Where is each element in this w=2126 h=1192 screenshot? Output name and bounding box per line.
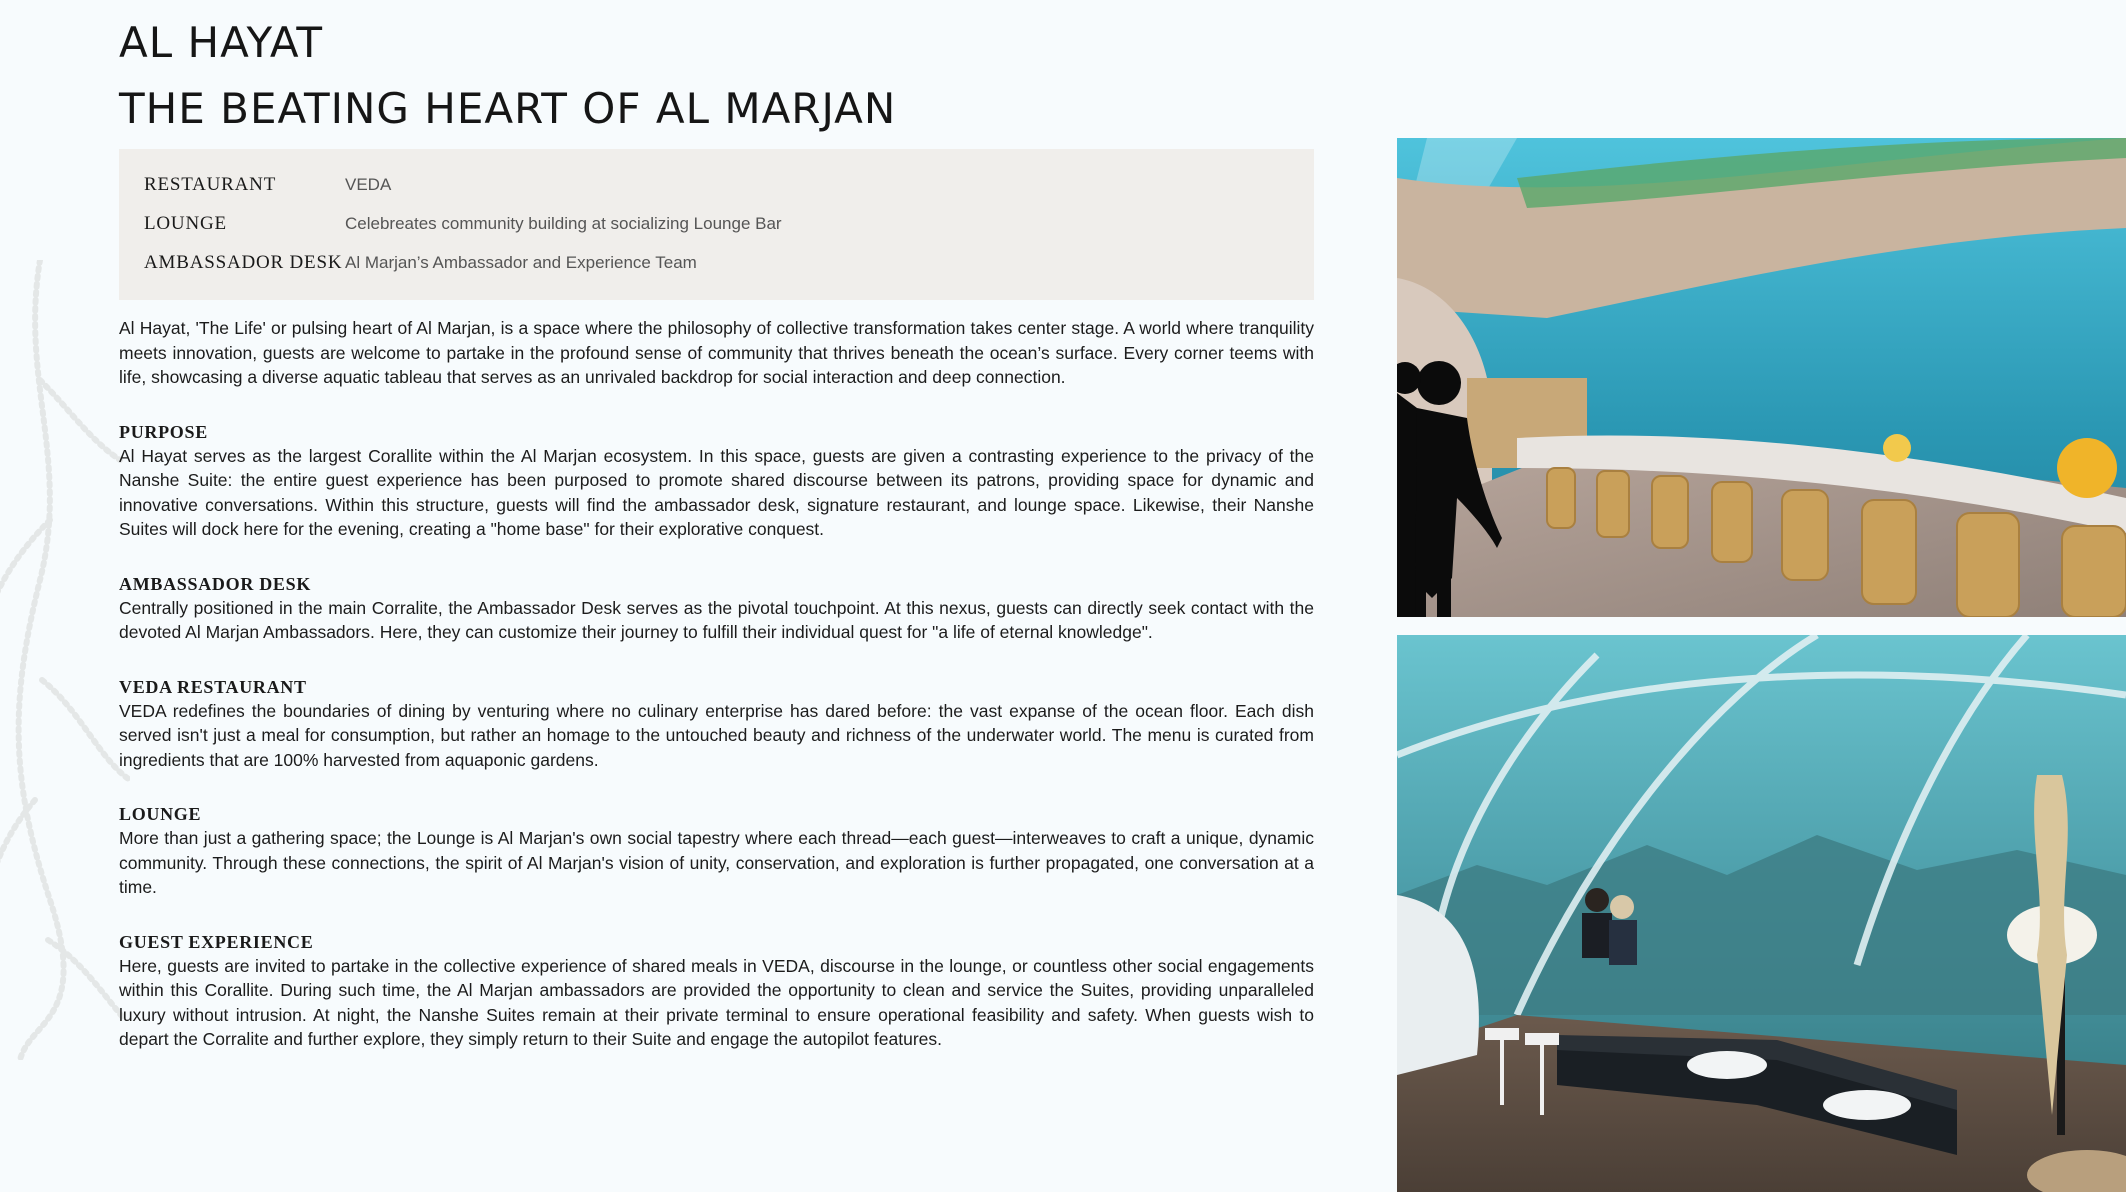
info-row-ambassador-desk	[144, 248, 697, 278]
info-value: Al Marjan’s Ambassador and Experience Team	[345, 253, 697, 272]
info-label: RESTAURANT	[144, 174, 277, 195]
section-body-veda-restaurant: VEDA redefines the boundaries of dining by venturing where no culinary enterprise has dared before: the vast expanse of the ocean floor. Each dish served isn't just a meal for consumption, but rather an homage to the untouched beauty and richness of the underwater world. The menu is curated from ingredients that are 100% harvested from aquaponic gardens.	[119, 700, 1314, 770]
section-body-ambassador-desk: Centrally positioned in the main Corralite, the Ambassador Desk serves as the pivotal touchpoint. At this nexus, guests can directly seek contact with the devoted Al Marjan Ambassadors. Here, they can customize their journey to fulfill their individual quest for "a life of eternal knowledge".	[119, 597, 1314, 642]
restaurant-render-image	[1397, 138, 2126, 617]
info-label: LOUNGE	[144, 213, 227, 234]
info-value: Celebreates community building at socializing Lounge Bar	[345, 214, 782, 233]
page-title: AL HAYAT	[119, 18, 324, 67]
page-subtitle: THE BEATING HEART OF AL MARJAN	[119, 84, 897, 133]
info-label: AMBASSADOR DESK	[144, 252, 343, 273]
section-heading-ambassador-desk: AMBASSADOR DESK	[119, 573, 312, 594]
section-heading-lounge: LOUNGE	[119, 804, 202, 824]
lounge-render-image	[1397, 635, 2126, 1192]
section-body-purpose: Al Hayat serves as the largest Corallite within the Al Marjan ecosystem. In this space, guests are given a contrasting experience to the privacy of the Nanshe Suite: the entire guest experience has been purposed to promote shared discourse between its patrons, providing space for dynamic and innovative conversations. Within this structure, guests will find the ambassador desk, signature restaurant, and lounge space. Likewise, their Nanshe Suites will dock here for the evening, creating a "home base" for their explorative conquest.	[119, 445, 1314, 539]
section-body-lounge: More than just a gathering space; the Lounge is Al Marjan's own social tapestry where each thread—each guest—interweaves to craft a unique, dynamic community. Through these connections, the spirit of Al Marjan's vision of unity, conservation, and exploration is further propagated, one conversation at a time.	[119, 828, 1314, 897]
section-heading-veda-restaurant: VEDA RESTAURANT	[119, 676, 307, 697]
coral-decoration	[0, 260, 130, 1060]
info-value: VEDA	[345, 175, 392, 194]
section-heading-purpose: PURPOSE	[119, 421, 208, 442]
body-content	[119, 316, 1314, 1052]
section-heading-guest-experience: GUEST EXPERIENCE	[119, 931, 314, 952]
info-row-restaurant	[144, 170, 391, 200]
section-body-guest-experience: Here, guests are invited to partake in the collective experience of shared meals in VEDA, discourse in the lounge, or countless other social engagements within this Corallite. During such time, the Al Marjan ambassadors are provided the opportunity to clean and service the Suites, providing unparalleled luxury without intrusion. At night, the Nanshe Suites remain at their private terminal to ensure operational feasibility and safety. When guests wish to depart the Corralite and further explore, they simply return to their Suite and engage the autopilot features.	[119, 955, 1314, 1049]
intro-paragraph: Al Hayat, 'The Life' or pulsing heart of Al Marjan, is a space where the philosophy of collective transformation takes center stage. A world where tranquility meets innovation, guests are welcome to partake in the profound sense of community that thrives beneath the ocean’s surface. Every corner teems with life, showcasing a diverse aquatic tableau that serves as an unrivaled backdrop for social interaction and deep connection.	[119, 318, 1314, 387]
info-row-lounge	[144, 209, 782, 239]
